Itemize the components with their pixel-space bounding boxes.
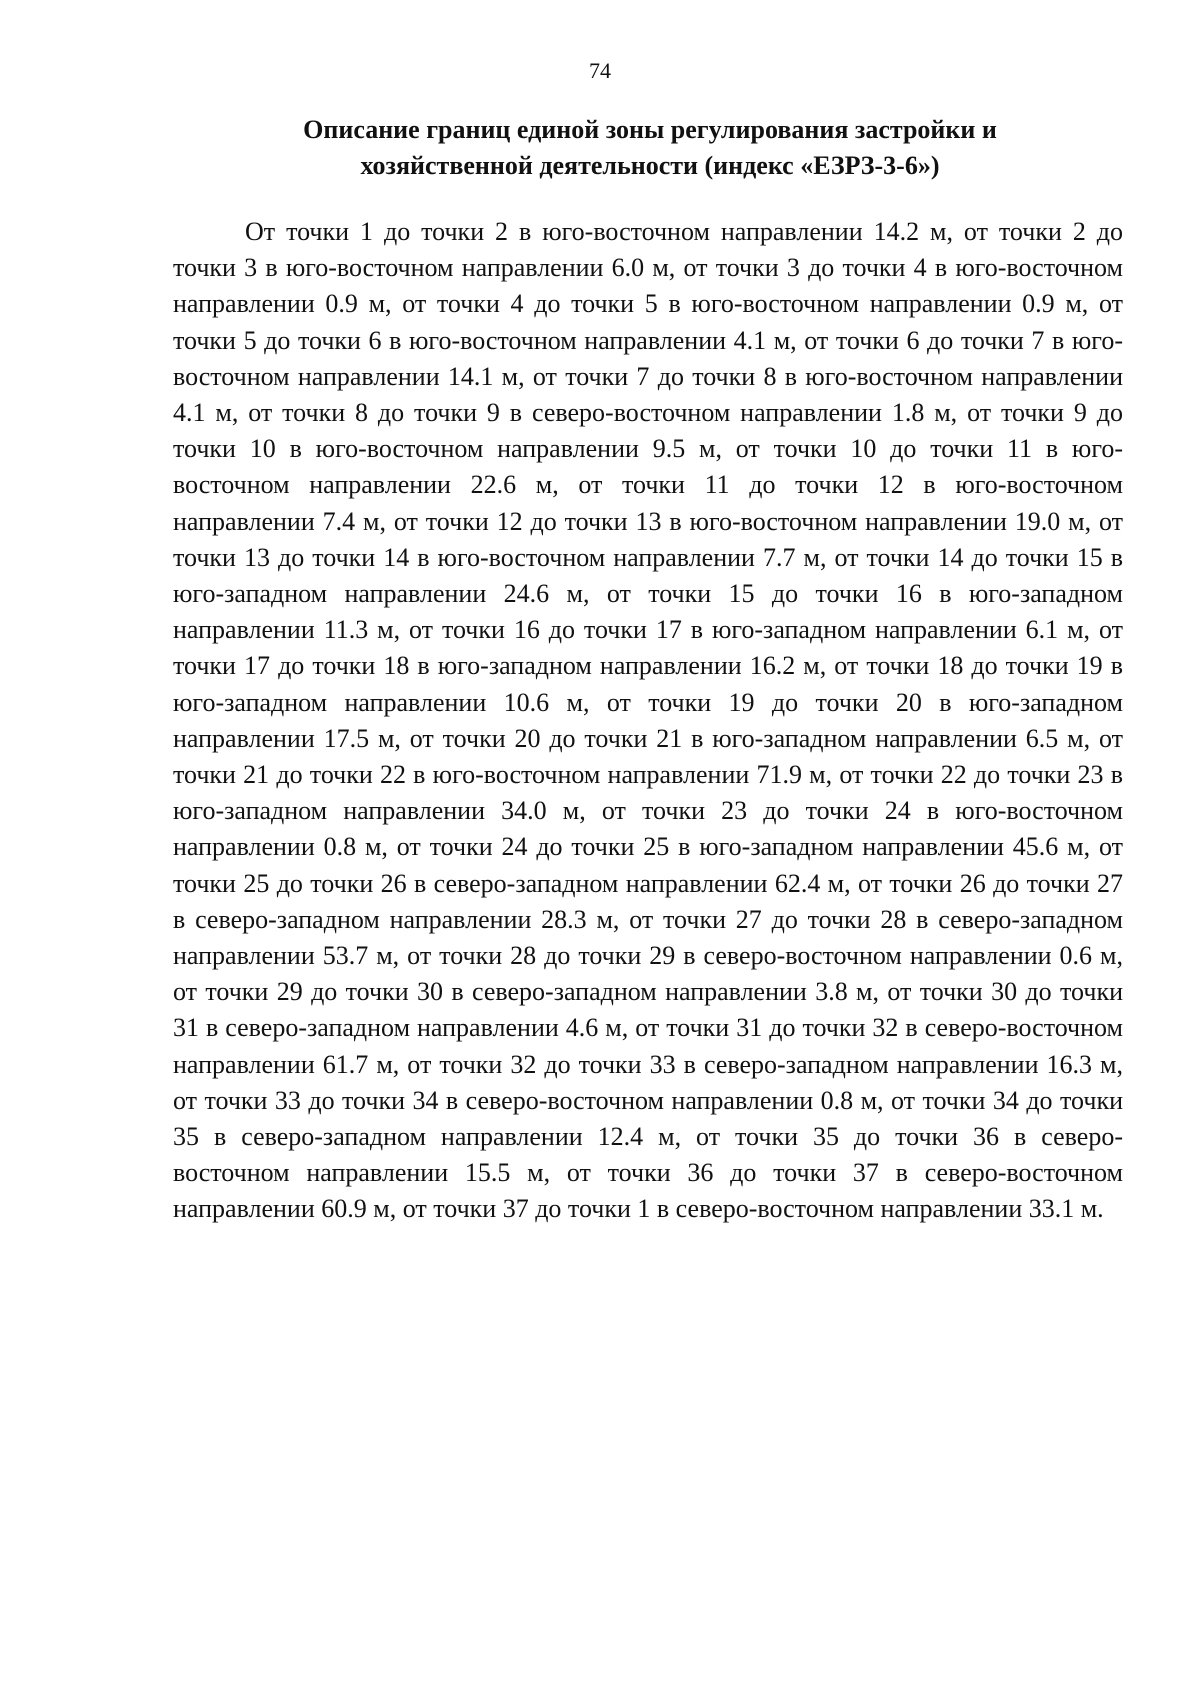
boundary-description-paragraph: От точки 1 до точки 2 в юго-восточном направлении 14.2 м, от точки 2 до точки 3 в юго-восточном направлении 6.0 м, от точки 3 до точки 4 в юго-восточном направлении 0.9 м, от точки 4 до точки 5 в юго-восточном направлении 0.9 м, от точки 5 до точки 6 в юго-восточном направлении 4.1 м, от точки 6 до точки 7 в юго-восточном направлении 14.1 м, от точки 7 до точки 8 в юго-восточном направлении 4.1 м, от точки 8 до точки 9 в северо-восточном направлении 1.8 м, от точки 9 до точки 10 в юго-восточном направлении 9.5 м, от точки 10 до точки 11 в юго-восточном направлении 22.6 м, от точки 11 до точки 12 в юго-восточном направлении 7.4 м, от точки 12 до точки 13 в юго-восточном направлении 19.0 м, от точки 13 до точки 14 в юго-восточном направлении 7.7 м, от точки 14 до точки 15 в юго-западном направлении 24.6 м, от точки 15 до точки 16 в юго-западном направлении 11.3 м, от точки 16 до точки 17 в юго-западном направлении 6.1 м, от точки 17 до точки 18 в юго-западном направлении 16.2 м, от точки 18 до точки 19 в юго-западном направлении 10.6 м, от точки 19 до точки 20 в юго-западном направлении 17.5 м, от точки 20 до точки 21 в юго-западном направлении 6.5 м, от точки 21 до точки 22 в юго-восточном направлении 71.9 м, от точки 22 до точки 23 в юго-западном направлении 34.0 м, от точки 23 до точки 24 в юго-восточном направлении 0.8 м, от точки 24 до точки 25 в юго-западном направлении 45.6 м, от точки 25 до точки 26 в северо-западном направлении 62.4 м, от точки 26 до точки 27 в северо-западном направлении 28.3 м, от точки 27 до точки 28 в северо-западном направлении 53.7 м, от точки 28 до точки 29 в северо-восточном направлении 0.6 м, от точки 29 до точки 30 в северо-западном направлении 3.8 м, от точки 30 до точки 31 в северо-западном направлении 4.6 м, от точки 31 до точки 32 в северо-восточном направлении 61.7 м, от точки 32 до точки 33 в северо-западном направлении 16.3 м, от точки 33 до точки 34 в северо-восточном направлении 0.8 м, от точки 34 до точки 35 в северо-западном направлении 12.4 м, от точки 35 до точки 36 в северо-восточном направлении 15.5 м, от точки 36 до точки 37 в северо-восточном направлении 60.9 м, от точки 37 до точки 1 в северо-восточном направлении 33.1 м. [173,217,1123,1224]
title-line-1: Описание границ единой зоны регулирования застройки и [303,115,997,144]
title-line-2: хозяйственной деятельности (индекс «ЕЗРЗ-3-6») [360,151,940,180]
document-title [230,112,1070,184]
page-number: 74 [589,58,611,83]
